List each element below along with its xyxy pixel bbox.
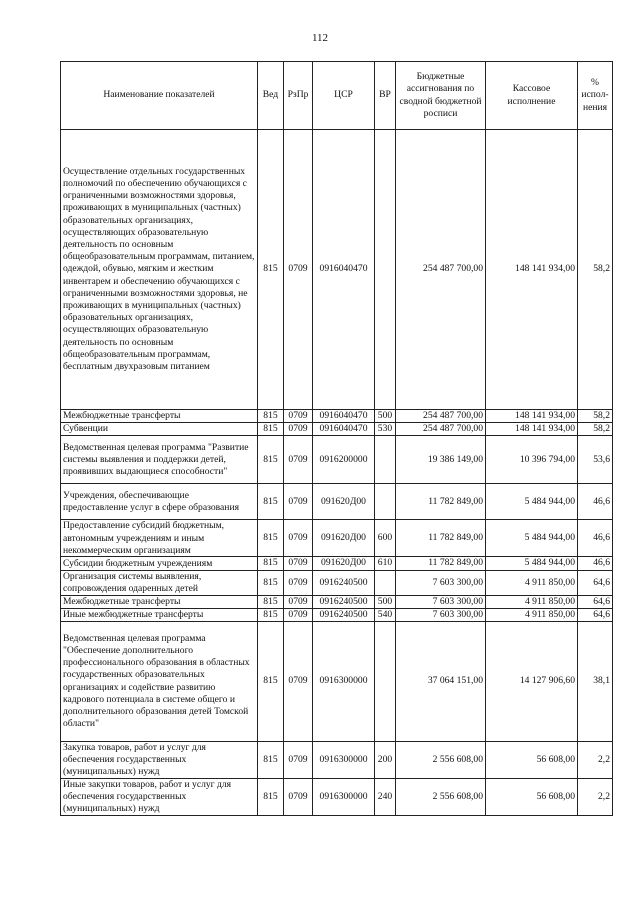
cell-cash: 148 141 934,00 xyxy=(486,410,578,423)
cell-rzpr: 0709 xyxy=(284,608,313,621)
cell-ved: 815 xyxy=(258,436,284,484)
row-name-text: Закупка товаров, работ и услуг для обеспечения государственных (муниципальных) нужд xyxy=(63,742,206,778)
row-name-text: Осуществление отдельных государственных полномочий по обеспечению обучающихся с ограниченными возможностями здоровья, проживающих в муниципальных (частных) образовательных организациях, осуществляющих образовательную деятельность по основным общеобразовательным программам, питанием, одеждой, обувью, мягким и жестким инвентарем и обеспечению обучающихся с ограниченными возможностями здоровья, не проживающих в муниципальных (частных) образовательных организациях, осуществляющих образовательную деятельность по основным общеобразовательным программам, бесплатным двухразовым питанием xyxy=(63,165,255,373)
cell-vr: 530 xyxy=(375,423,396,436)
cell-budget: 19 386 149,00 xyxy=(396,436,486,484)
cell-csr: 0916040470 xyxy=(313,423,375,436)
cell-budget: 7 603 300,00 xyxy=(396,608,486,621)
table-row xyxy=(61,130,613,410)
cell-cash: 148 141 934,00 xyxy=(486,130,578,410)
cell-rzpr: 0709 xyxy=(284,570,313,595)
cell-name xyxy=(61,622,258,742)
cell-cash: 5 484 944,00 xyxy=(486,520,578,557)
cell-name xyxy=(61,779,258,816)
cell-ved: 815 xyxy=(258,742,284,779)
table-row xyxy=(61,410,613,423)
cell-csr: 0916300000 xyxy=(313,742,375,779)
table-row xyxy=(61,608,613,621)
cell-cash: 5 484 944,00 xyxy=(486,557,578,570)
cell-csr: 0916240500 xyxy=(313,595,375,608)
cell-budget: 37 064 151,00 xyxy=(396,622,486,742)
cell-budget: 7 603 300,00 xyxy=(396,595,486,608)
table-row xyxy=(61,742,613,779)
cell-cash: 4 911 850,00 xyxy=(486,608,578,621)
cell-budget: 254 487 700,00 xyxy=(396,423,486,436)
cell-vr xyxy=(375,436,396,484)
cell-pct: 2,2 xyxy=(578,779,613,816)
cell-name xyxy=(61,742,258,779)
row-name-text: Субсидии бюджетным учреждениям xyxy=(63,557,213,569)
table-body xyxy=(61,130,613,816)
row-name-text: Субвенции xyxy=(63,423,108,435)
cell-cash: 148 141 934,00 xyxy=(486,423,578,436)
cell-cash: 4 911 850,00 xyxy=(486,595,578,608)
cell-rzpr: 0709 xyxy=(284,423,313,436)
cell-cash: 10 396 794,00 xyxy=(486,436,578,484)
cell-budget: 11 782 849,00 xyxy=(396,484,486,520)
header-ved: Вед xyxy=(258,62,284,130)
cell-csr: 0916040470 xyxy=(313,130,375,410)
cell-pct: 46,6 xyxy=(578,557,613,570)
cell-name xyxy=(61,410,258,423)
cell-name xyxy=(61,484,258,520)
cell-ved: 815 xyxy=(258,557,284,570)
cell-vr: 540 xyxy=(375,608,396,621)
cell-budget: 254 487 700,00 xyxy=(396,410,486,423)
cell-pct: 38,1 xyxy=(578,622,613,742)
cell-vr xyxy=(375,484,396,520)
table-row xyxy=(61,557,613,570)
cell-vr: 600 xyxy=(375,520,396,557)
cell-rzpr: 0709 xyxy=(284,436,313,484)
cell-pct: 53,6 xyxy=(578,436,613,484)
table-row xyxy=(61,622,613,742)
cell-rzpr: 0709 xyxy=(284,742,313,779)
header-budget: Бюджетные ассигнования по сводной бюджетной росписи xyxy=(396,62,486,130)
row-name-text: Межбюджетные трансферты xyxy=(63,410,181,422)
cell-name xyxy=(61,608,258,621)
row-name-text: Учреждения, обеспечивающие предоставление услуг в сфере образования xyxy=(63,489,239,513)
row-name-text: Иные межбюджетные трансферты xyxy=(63,608,204,620)
cell-name xyxy=(61,423,258,436)
cell-vr: 610 xyxy=(375,557,396,570)
cell-vr: 500 xyxy=(375,410,396,423)
cell-cash: 5 484 944,00 xyxy=(486,484,578,520)
cell-name xyxy=(61,557,258,570)
cell-cash: 56 608,00 xyxy=(486,779,578,816)
row-name-text: Организация системы выявления, сопровождения одаренных детей xyxy=(63,570,202,594)
cell-ved: 815 xyxy=(258,484,284,520)
cell-name xyxy=(61,130,258,410)
header-name: Наименование показателей xyxy=(61,62,258,130)
cell-budget: 7 603 300,00 xyxy=(396,570,486,595)
cell-cash: 4 911 850,00 xyxy=(486,570,578,595)
cell-csr: 0916300000 xyxy=(313,779,375,816)
cell-rzpr: 0709 xyxy=(284,410,313,423)
cell-cash: 14 127 906,60 xyxy=(486,622,578,742)
cell-vr: 240 xyxy=(375,779,396,816)
header-row xyxy=(61,62,613,130)
cell-rzpr: 0709 xyxy=(284,595,313,608)
cell-rzpr: 0709 xyxy=(284,484,313,520)
cell-pct: 46,6 xyxy=(578,520,613,557)
cell-rzpr: 0709 xyxy=(284,622,313,742)
row-name-text: Иные закупки товаров, работ и услуг для обеспечения государственных (муниципальных) нужд xyxy=(63,779,232,815)
cell-budget: 254 487 700,00 xyxy=(396,130,486,410)
cell-ved: 815 xyxy=(258,570,284,595)
cell-vr: 500 xyxy=(375,595,396,608)
header-cash: Кассовое исполнение xyxy=(486,62,578,130)
cell-rzpr: 0709 xyxy=(284,557,313,570)
cell-ved: 815 xyxy=(258,130,284,410)
cell-csr: 0916300000 xyxy=(313,622,375,742)
cell-ved: 815 xyxy=(258,608,284,621)
cell-ved: 815 xyxy=(258,423,284,436)
cell-csr: 091620Д00 xyxy=(313,520,375,557)
cell-vr xyxy=(375,622,396,742)
cell-budget: 11 782 849,00 xyxy=(396,557,486,570)
row-name-text: Предоставление субсидий бюджетным, автономным учреждениям и иным некоммерческим организациям xyxy=(63,520,225,556)
cell-name xyxy=(61,436,258,484)
cell-pct: 58,2 xyxy=(578,410,613,423)
page-number: 112 xyxy=(311,32,329,44)
cell-csr: 0916240500 xyxy=(313,570,375,595)
table-row xyxy=(61,779,613,816)
cell-rzpr: 0709 xyxy=(284,779,313,816)
cell-budget: 2 556 608,00 xyxy=(396,742,486,779)
cell-vr xyxy=(375,570,396,595)
cell-csr: 0916040470 xyxy=(313,410,375,423)
cell-csr: 0916240500 xyxy=(313,608,375,621)
table-row xyxy=(61,484,613,520)
cell-pct: 46,6 xyxy=(578,484,613,520)
cell-pct: 2,2 xyxy=(578,742,613,779)
cell-rzpr: 0709 xyxy=(284,130,313,410)
table-row xyxy=(61,595,613,608)
cell-csr: 091620Д00 xyxy=(313,557,375,570)
row-name-text: Ведомственная целевая программа "Обеспечение дополнительного профессионального образования в областных государственных образовательных организациях и содействие развитию кадрового потенциала в системе общего и дополнительного образования детей Томской области" xyxy=(63,632,250,730)
table-row xyxy=(61,570,613,595)
row-name-text: Межбюджетные трансферты xyxy=(63,595,181,607)
cell-csr: 091620Д00 xyxy=(313,484,375,520)
cell-vr: 200 xyxy=(375,742,396,779)
cell-pct: 58,2 xyxy=(578,423,613,436)
header-csr: ЦСР xyxy=(313,62,375,130)
cell-pct: 64,6 xyxy=(578,570,613,595)
cell-budget: 11 782 849,00 xyxy=(396,520,486,557)
table-row xyxy=(61,423,613,436)
table-row xyxy=(61,520,613,557)
header-rzpr: РзПр xyxy=(284,62,313,130)
budget-execution-table xyxy=(60,61,613,816)
cell-pct: 64,6 xyxy=(578,608,613,621)
cell-ved: 815 xyxy=(258,622,284,742)
cell-csr: 0916200000 xyxy=(313,436,375,484)
cell-name xyxy=(61,595,258,608)
cell-vr xyxy=(375,130,396,410)
cell-ved: 815 xyxy=(258,779,284,816)
cell-budget: 2 556 608,00 xyxy=(396,779,486,816)
cell-ved: 815 xyxy=(258,520,284,557)
cell-cash: 56 608,00 xyxy=(486,742,578,779)
cell-ved: 815 xyxy=(258,595,284,608)
table-row xyxy=(61,436,613,484)
cell-name xyxy=(61,570,258,595)
cell-pct: 58,2 xyxy=(578,130,613,410)
header-pct: % испол-нения xyxy=(578,62,613,130)
header-vr: ВР xyxy=(375,62,396,130)
cell-name xyxy=(61,520,258,557)
cell-rzpr: 0709 xyxy=(284,520,313,557)
cell-pct: 64,6 xyxy=(578,595,613,608)
row-name-text: Ведомственная целевая программа "Развитие системы выявления и поддержки детей, проявивших выдающиеся способности" xyxy=(63,441,249,477)
cell-ved: 815 xyxy=(258,410,284,423)
